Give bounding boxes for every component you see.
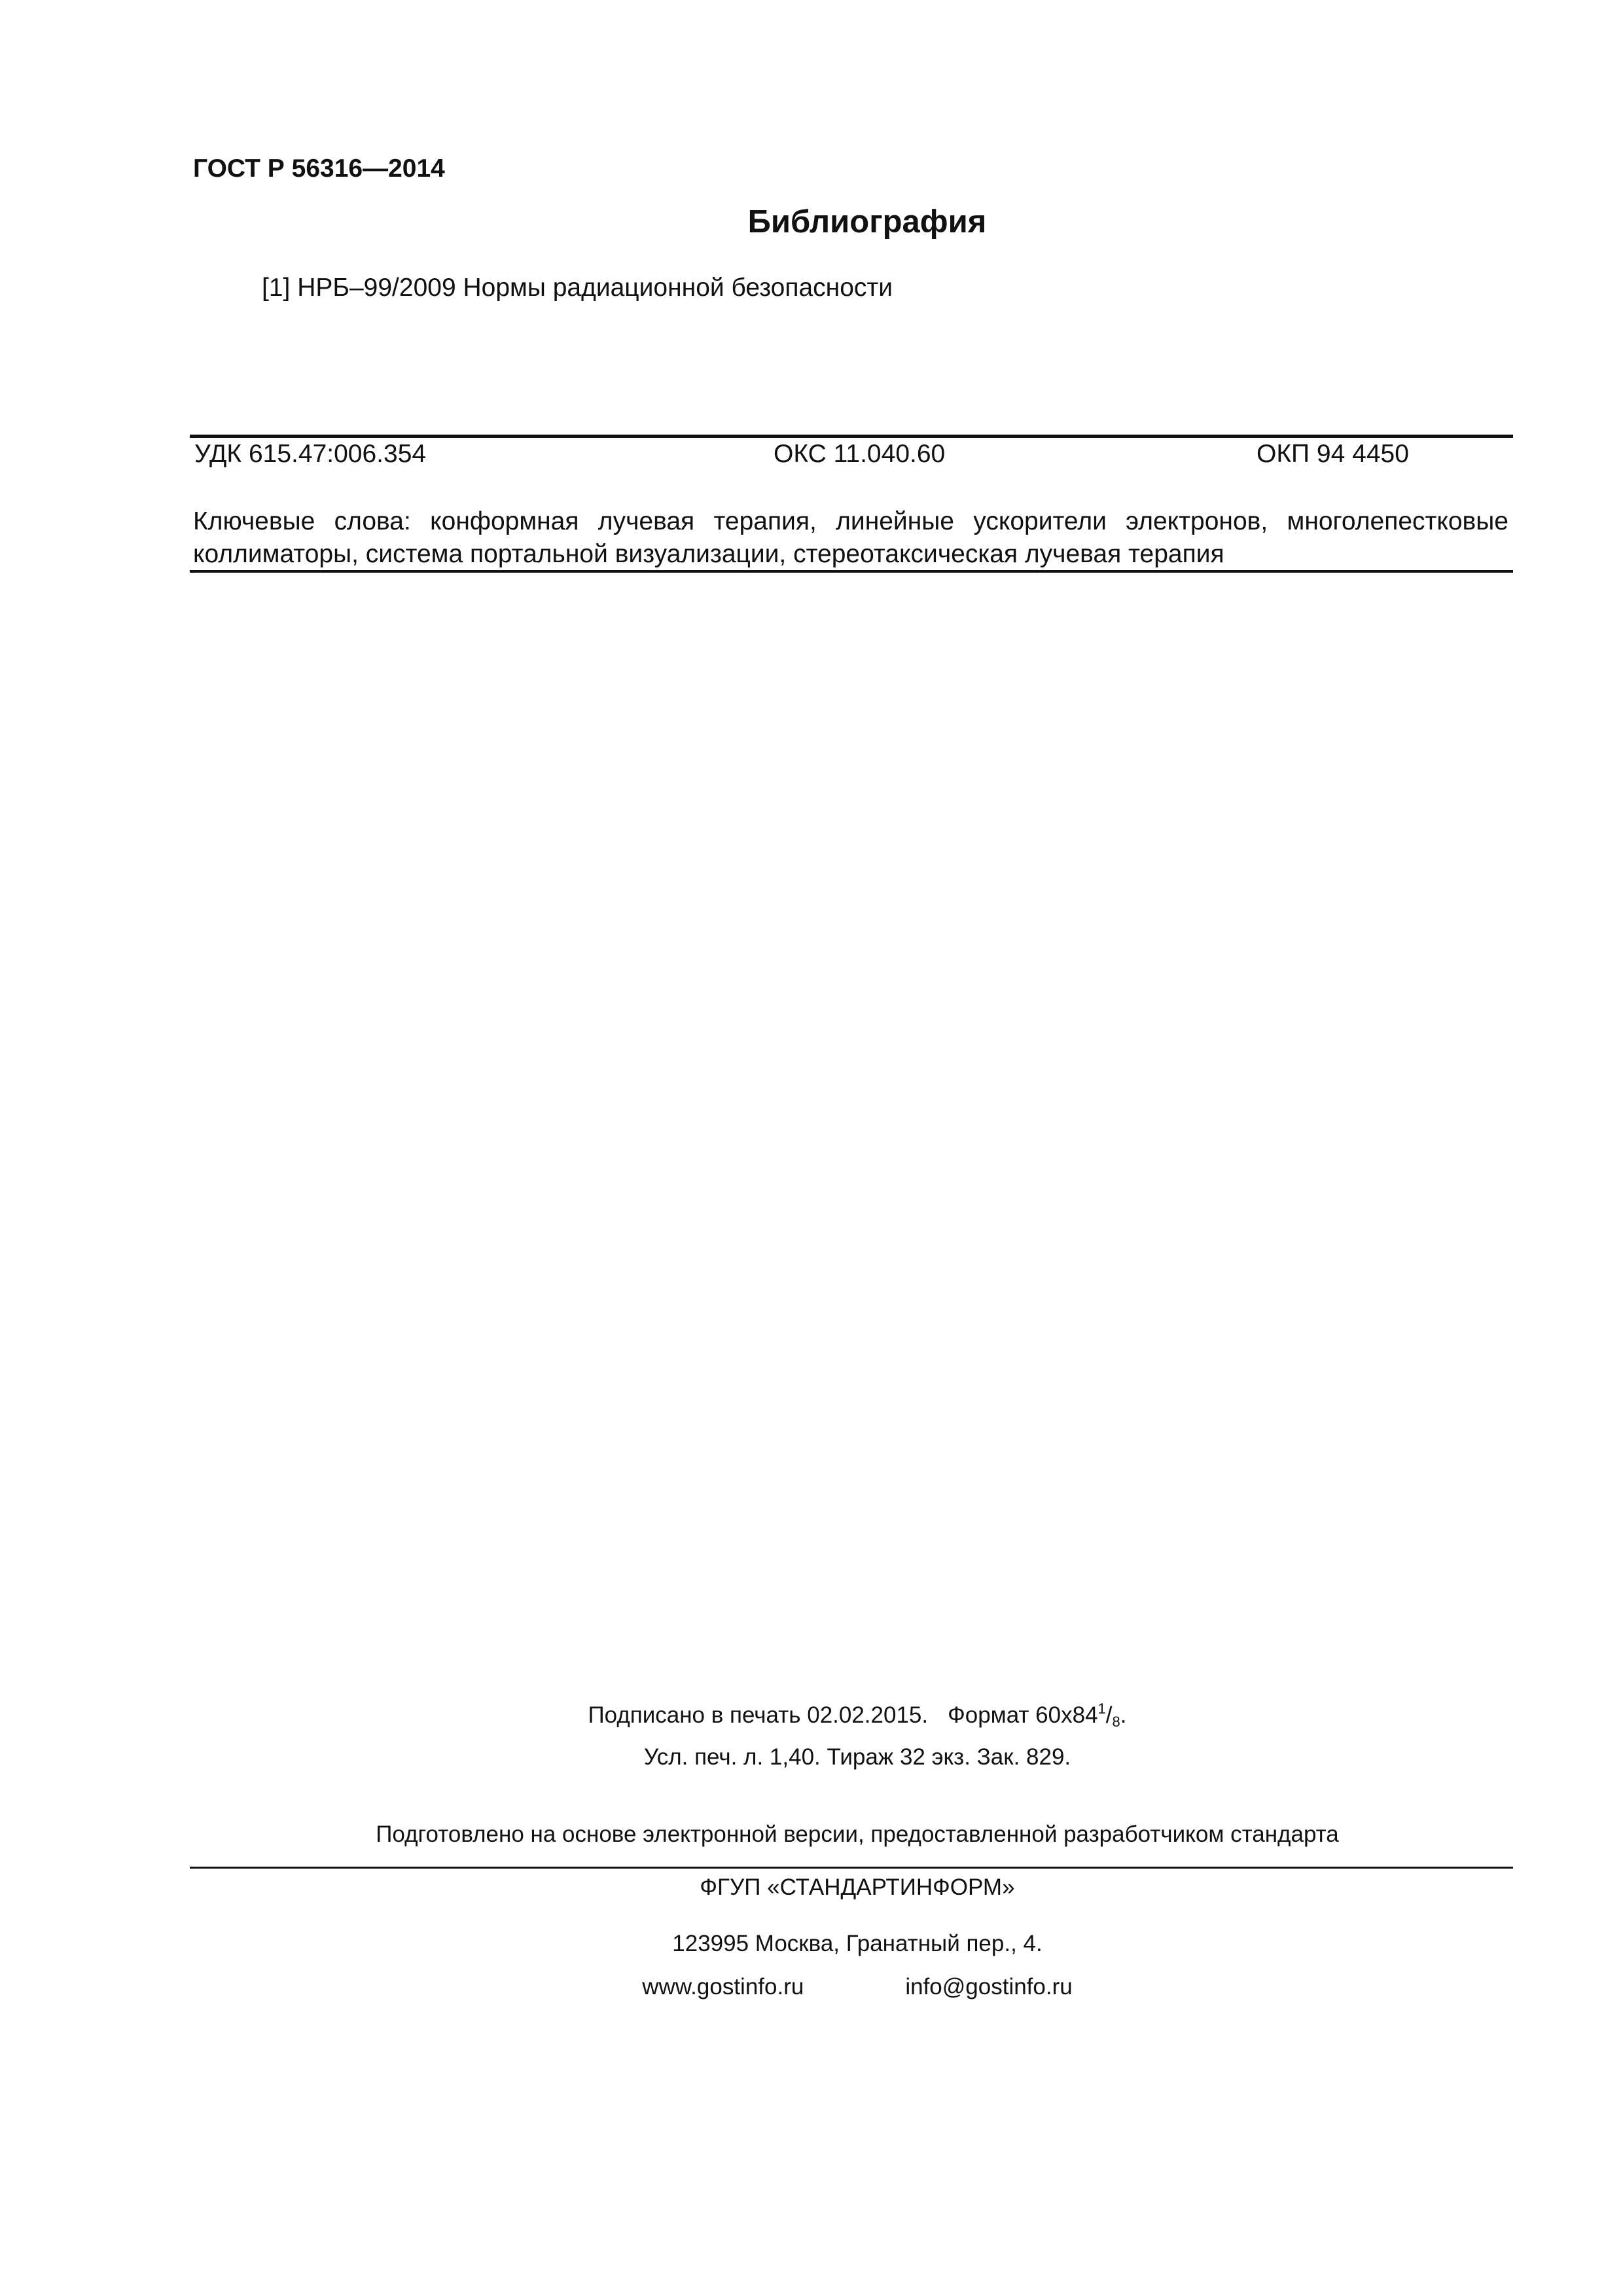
website-link[interactable]: www.gostinfo.ru: [642, 1974, 804, 2000]
imprint-address: 123995 Москва, Гранатный пер., 4.: [672, 1931, 1043, 1956]
keywords: Ключевые слова: конформная лучевая терапия, линейные ускорители электронов, многолепестковые коллиматоры, система портальной визуализации, стереотаксическая лучевая терапия: [193, 507, 1508, 568]
imprint-signed-format: [0, 1700, 1623, 1731]
imprint-print-info: Усл. печ. л. 1,40. Тираж 32 экз. Зак. 829.: [643, 1744, 1071, 1770]
document-code: ГОСТ Р 56316—2014: [193, 154, 445, 183]
imprint-publisher: ФГУП «СТАНДАРТИНФОРМ»: [700, 1874, 1015, 1900]
email-link[interactable]: info@gostinfo.ru: [905, 1974, 1073, 2000]
imprint-prepared: Подготовлено на основе электронной версии, предоставленной разработчиком стандарта: [376, 1821, 1339, 1847]
bibliography-item-1: [1] НРБ–99/2009 Нормы радиационной безопасности: [262, 274, 893, 302]
oks-code: ОКС 11.040.60: [774, 440, 946, 468]
classification-top-rule: [190, 435, 1513, 438]
bibliography-title: Библиография: [747, 204, 987, 240]
udk-code: УДК 615.47:006.354: [194, 440, 427, 468]
imprint-signed: Подписано в печать 02.02.2015.: [588, 1702, 929, 1728]
footer-rule: [190, 1867, 1513, 1869]
imprint-format: Формат $60x84^1/_8$.: [948, 1700, 1127, 1730]
keywords-bottom-rule: [190, 570, 1513, 573]
imprint-contacts: [0, 1974, 1623, 2000]
okp-code: ОКП 94 4450: [1257, 440, 1409, 468]
